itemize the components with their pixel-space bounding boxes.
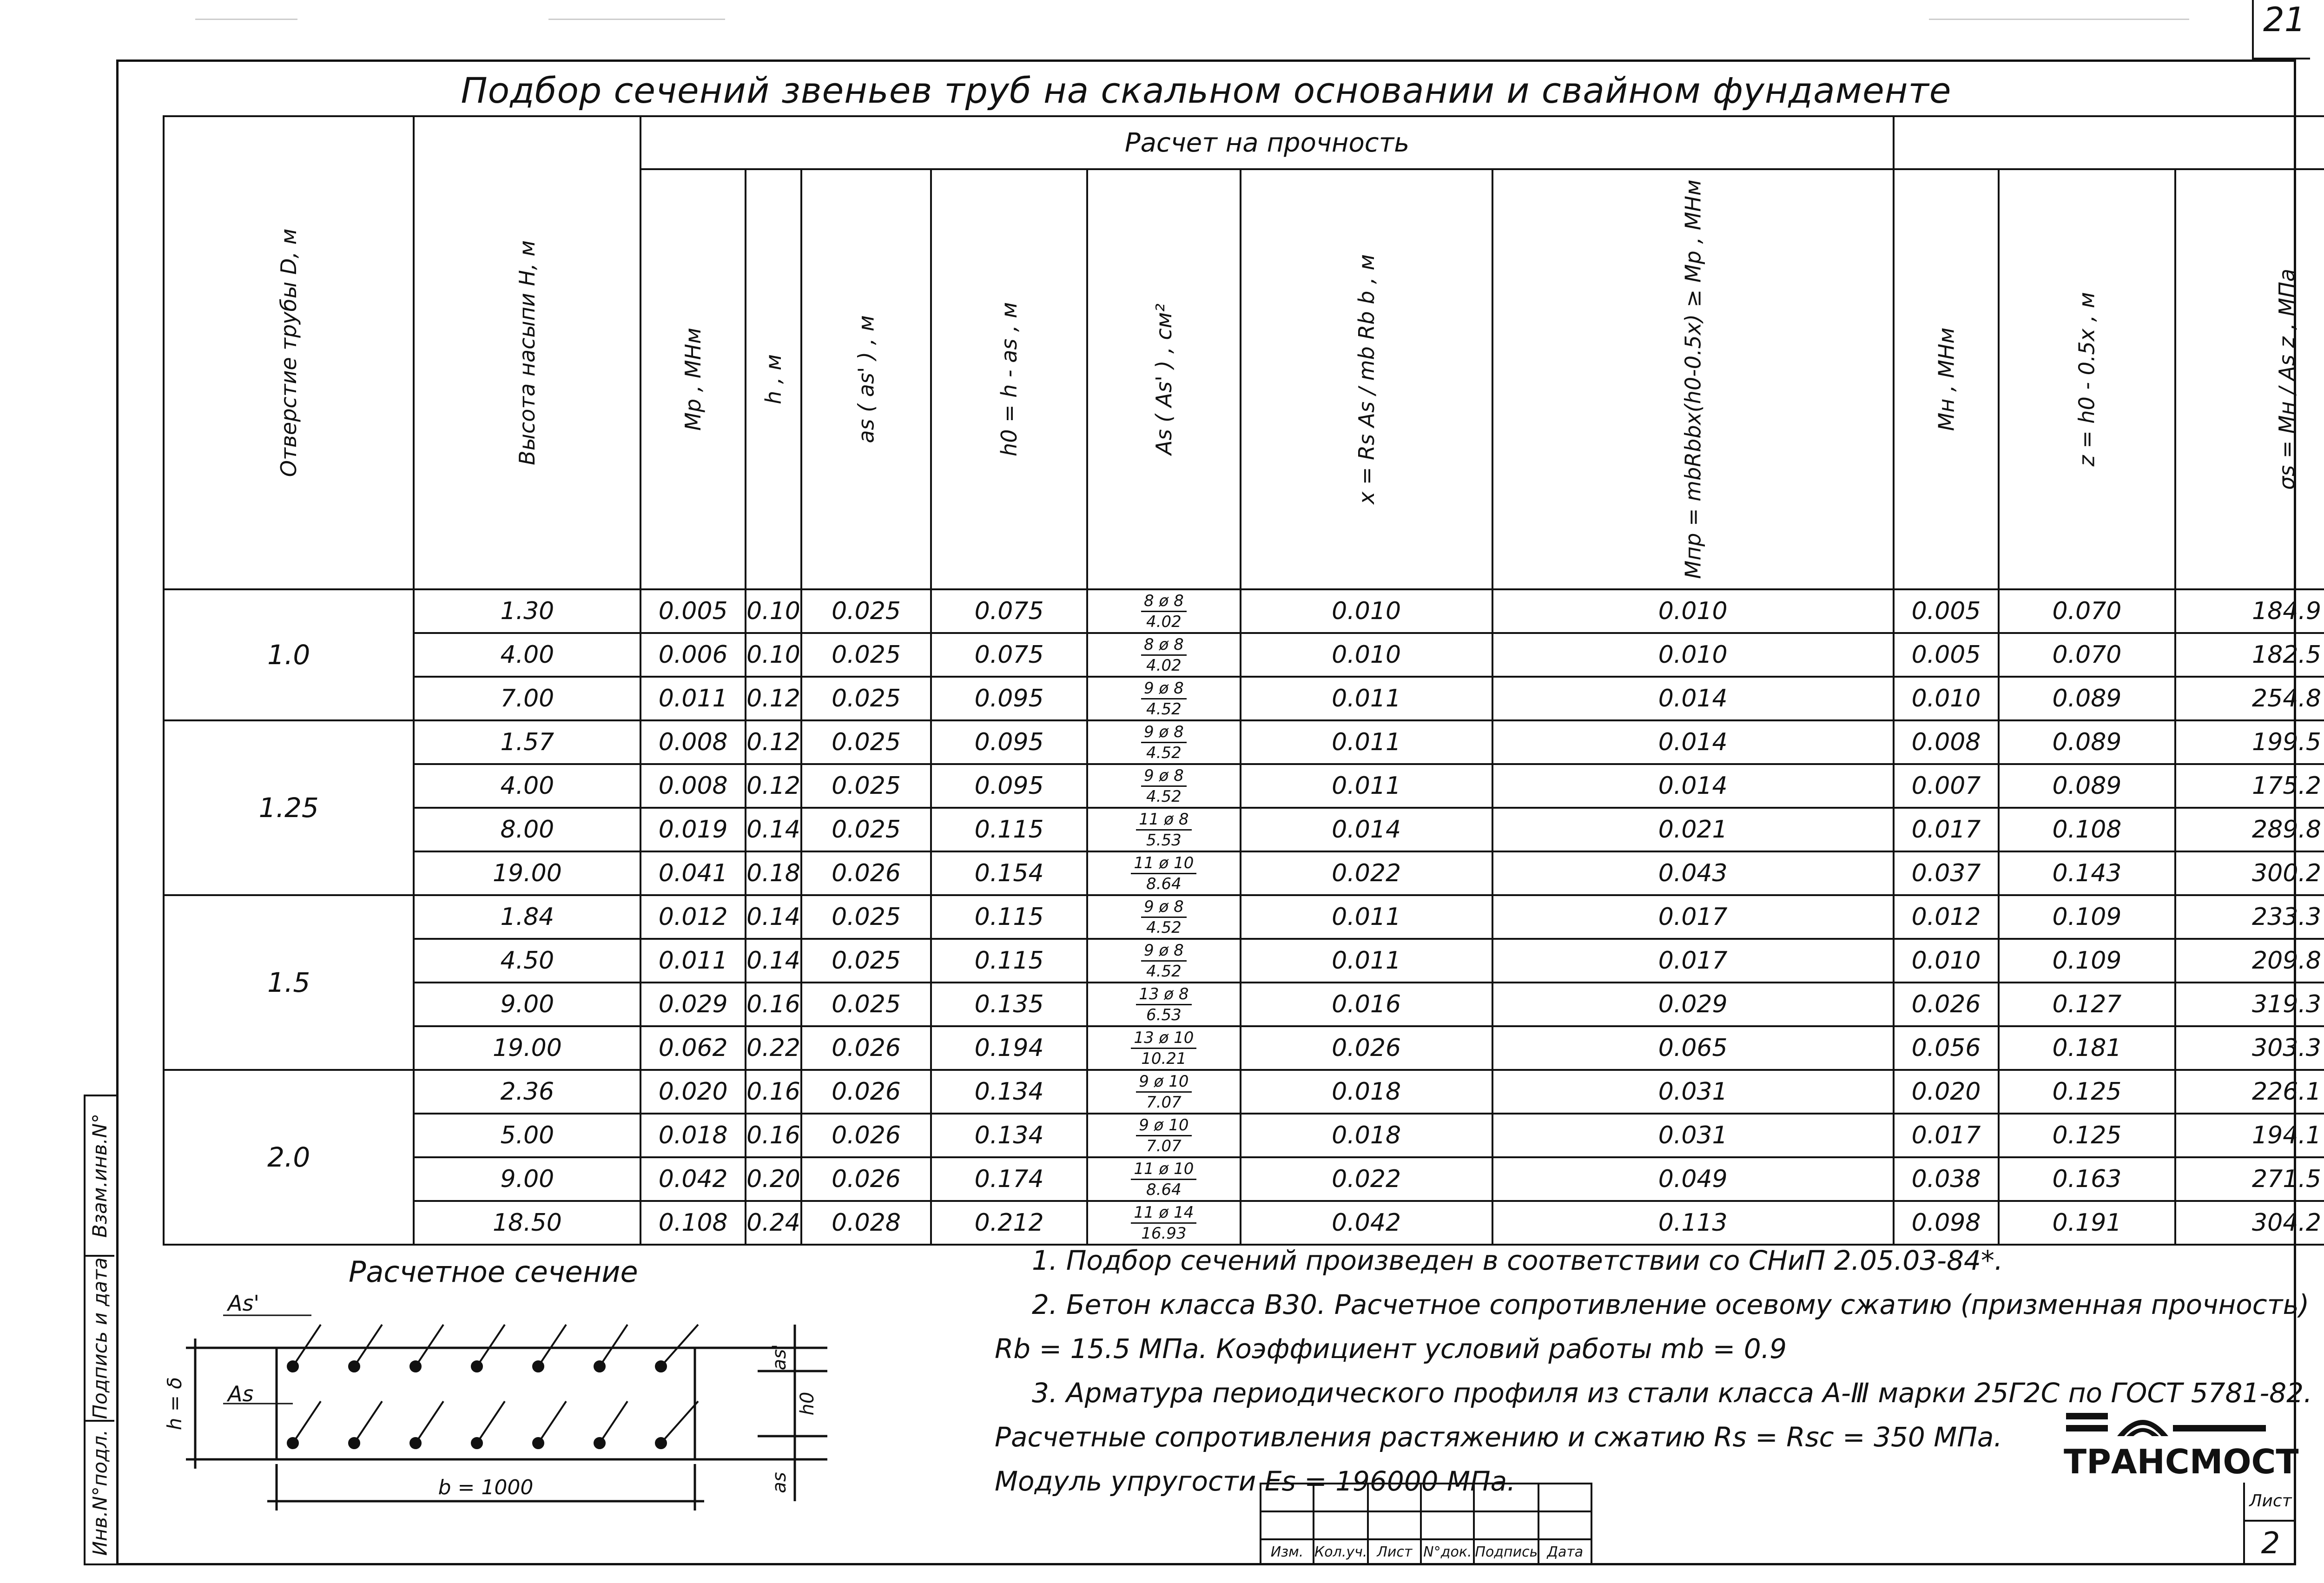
As-area: 4.52 bbox=[1146, 787, 1182, 806]
cell-x: 0.011 bbox=[1241, 895, 1492, 939]
rebar-dot bbox=[288, 1361, 298, 1372]
cell-x: 0.016 bbox=[1241, 983, 1492, 1026]
header-D: Отверстие трубы D, м bbox=[164, 116, 414, 589]
As-bars: 9 ø 8 bbox=[1141, 768, 1187, 787]
cell-As bbox=[1087, 808, 1241, 851]
cell-sigma: 226.1 bbox=[2175, 1070, 2324, 1114]
rebar-dot bbox=[349, 1361, 359, 1372]
cell-D: 2.0 bbox=[164, 1070, 414, 1245]
cell-z: 0.089 bbox=[1999, 764, 2175, 808]
cell-h: 0.12 bbox=[746, 677, 801, 720]
cell-sigma: 303.3 bbox=[2175, 1026, 2324, 1070]
rebar-dot bbox=[349, 1438, 359, 1448]
As-bars: 9 ø 10 bbox=[1136, 1117, 1191, 1136]
logo-text: ТРАНСМОСТ bbox=[2064, 1442, 2299, 1481]
stamp-label-date: Дата bbox=[1538, 1539, 1591, 1564]
cell-h: 0.24 bbox=[746, 1201, 801, 1245]
section-title: Расчетное сечение bbox=[349, 1255, 638, 1289]
cell-h: 0.16 bbox=[746, 1114, 801, 1157]
cell-As bbox=[1087, 1026, 1241, 1070]
section-drawing bbox=[153, 1291, 827, 1529]
cell-h0: 0.194 bbox=[931, 1026, 1087, 1070]
cell-h0: 0.212 bbox=[931, 1201, 1087, 1245]
cell-Mpr: 0.017 bbox=[1492, 939, 1894, 983]
side-label-vzam: Взам.инв.N° bbox=[86, 1096, 114, 1257]
As-area: 7.07 bbox=[1146, 1136, 1182, 1155]
cell-H: 9.00 bbox=[414, 983, 640, 1026]
cell-as: 0.025 bbox=[801, 677, 931, 720]
cell-h0: 0.135 bbox=[931, 983, 1087, 1026]
cell-as: 0.025 bbox=[801, 895, 931, 939]
cell-h0: 0.095 bbox=[931, 764, 1087, 808]
cell-Mn: 0.005 bbox=[1894, 633, 1999, 677]
cell-D: 1.0 bbox=[164, 589, 414, 720]
cell-Mp: 0.019 bbox=[640, 808, 746, 851]
cell-Mn: 0.005 bbox=[1894, 589, 1999, 633]
cell-x: 0.014 bbox=[1241, 808, 1492, 851]
cell-x: 0.011 bbox=[1241, 720, 1492, 764]
cell-As bbox=[1087, 1201, 1241, 1245]
sheet-value: 2 bbox=[2261, 1526, 2280, 1561]
rebar-dot bbox=[472, 1438, 482, 1448]
cell-h0: 0.095 bbox=[931, 720, 1087, 764]
note-2-cont: Rb = 15.5 МПа. Коэффициент условий работы mb = 0.9 bbox=[995, 1333, 1787, 1365]
As-bars: 11 ø 10 bbox=[1131, 1161, 1196, 1180]
As-area: 6.53 bbox=[1146, 1005, 1182, 1024]
cell-x: 0.042 bbox=[1241, 1201, 1492, 1245]
cell-Mp: 0.108 bbox=[640, 1201, 746, 1245]
cell-Mp: 0.008 bbox=[640, 764, 746, 808]
cell-x: 0.026 bbox=[1241, 1026, 1492, 1070]
cell-sigma: 254.8 bbox=[2175, 677, 2324, 720]
cell-h0: 0.134 bbox=[931, 1070, 1087, 1114]
rebar-hook bbox=[416, 1325, 443, 1366]
rebar-hook bbox=[538, 1325, 566, 1366]
cell-As bbox=[1087, 851, 1241, 895]
cell-h: 0.12 bbox=[746, 720, 801, 764]
cell-z: 0.089 bbox=[1999, 720, 2175, 764]
cell-Mn: 0.010 bbox=[1894, 677, 1999, 720]
cell-H: 8.00 bbox=[414, 808, 640, 851]
cell-x: 0.011 bbox=[1241, 764, 1492, 808]
cell-as: 0.025 bbox=[801, 633, 931, 677]
cell-Mp: 0.020 bbox=[640, 1070, 746, 1114]
table-row bbox=[164, 1157, 2324, 1201]
cell-Mp: 0.006 bbox=[640, 633, 746, 677]
cell-Mp: 0.012 bbox=[640, 895, 746, 939]
As-area: 4.02 bbox=[1146, 656, 1182, 675]
label-as-top: as' bbox=[769, 1344, 790, 1371]
page-title: Подбор сечений звеньев труб на скальном основании и свайном фундаменте bbox=[461, 70, 1952, 111]
As-bars: 8 ø 8 bbox=[1141, 593, 1187, 612]
cell-h0: 0.095 bbox=[931, 677, 1087, 720]
cell-as: 0.026 bbox=[801, 851, 931, 895]
cell-as: 0.025 bbox=[801, 983, 931, 1026]
scan-artifact-line bbox=[1929, 19, 2189, 20]
cell-Mpr: 0.010 bbox=[1492, 589, 1894, 633]
As-area: 4.52 bbox=[1146, 743, 1182, 762]
cell-Mp: 0.011 bbox=[640, 939, 746, 983]
section-outline bbox=[277, 1348, 695, 1459]
cell-H: 19.00 bbox=[414, 851, 640, 895]
cell-h: 0.22 bbox=[746, 1026, 801, 1070]
As-bars: 9 ø 10 bbox=[1136, 1074, 1191, 1093]
cell-Mn: 0.026 bbox=[1894, 983, 1999, 1026]
cell-Mn: 0.098 bbox=[1894, 1201, 1999, 1245]
table-row bbox=[164, 939, 2324, 983]
cell-x: 0.018 bbox=[1241, 1070, 1492, 1114]
cell-Mp: 0.005 bbox=[640, 589, 746, 633]
header-Mpr: Mпр = mbRbbx(h0-0.5x) ≥ Mp , МНм bbox=[1492, 169, 1894, 589]
cell-As bbox=[1087, 895, 1241, 939]
cell-sigma: 319.3 bbox=[2175, 983, 2324, 1026]
cell-as: 0.026 bbox=[801, 1114, 931, 1157]
cell-as: 0.025 bbox=[801, 720, 931, 764]
cell-z: 0.143 bbox=[1999, 851, 2175, 895]
cell-H: 7.00 bbox=[414, 677, 640, 720]
table-body bbox=[164, 589, 2324, 1245]
header-as: as ( as' ) , м bbox=[801, 169, 931, 589]
table-row bbox=[164, 720, 2324, 764]
corner-sheet-number: 21 bbox=[2252, 0, 2310, 59]
cell-Mn: 0.010 bbox=[1894, 939, 1999, 983]
bottom-rebar-group bbox=[288, 1401, 698, 1448]
As-area: 4.02 bbox=[1146, 612, 1182, 631]
cell-z: 0.181 bbox=[1999, 1026, 2175, 1070]
cell-As bbox=[1087, 633, 1241, 677]
cell-h: 0.16 bbox=[746, 1070, 801, 1114]
rebar-dot bbox=[533, 1361, 543, 1372]
cell-As bbox=[1087, 983, 1241, 1026]
As-area: 8.64 bbox=[1146, 874, 1182, 893]
cell-Mpr: 0.031 bbox=[1492, 1114, 1894, 1157]
note-3: 3. Арматура периодического профиля из стали класса А-Ⅲ марки 25Г2С по ГОСТ 5781-82. bbox=[1032, 1377, 2312, 1409]
As-bars: 8 ø 8 bbox=[1141, 637, 1187, 656]
rebar-dot bbox=[472, 1361, 482, 1372]
rebar-dot bbox=[288, 1438, 298, 1448]
cell-z: 0.125 bbox=[1999, 1070, 2175, 1114]
rebar-hook bbox=[600, 1401, 627, 1443]
sheet-label: Лист bbox=[2245, 1483, 2296, 1522]
As-bars: 13 ø 10 bbox=[1131, 1030, 1196, 1049]
cell-sigma: 271.5 bbox=[2175, 1157, 2324, 1201]
rebar-hook bbox=[661, 1325, 698, 1366]
cell-z: 0.163 bbox=[1999, 1157, 2175, 1201]
stamp-label-list: Лист bbox=[1368, 1539, 1421, 1564]
table-row bbox=[164, 1026, 2324, 1070]
cell-h0: 0.134 bbox=[931, 1114, 1087, 1157]
group-crack bbox=[1894, 116, 2324, 169]
rebar-hook bbox=[600, 1325, 627, 1366]
cell-z: 0.127 bbox=[1999, 983, 2175, 1026]
cell-h: 0.10 bbox=[746, 633, 801, 677]
stamp-label-izm: Изм. bbox=[1261, 1539, 1314, 1564]
label-As: As bbox=[228, 1381, 254, 1406]
header-H: Высота насыпи H, м bbox=[414, 116, 640, 589]
cell-sigma: 175.2 bbox=[2175, 764, 2324, 808]
cell-Mp: 0.041 bbox=[640, 851, 746, 895]
cell-Mpr: 0.021 bbox=[1492, 808, 1894, 851]
cell-h: 0.14 bbox=[746, 939, 801, 983]
rebar-dot bbox=[410, 1438, 421, 1448]
cell-H: 4.50 bbox=[414, 939, 640, 983]
cell-H: 1.57 bbox=[414, 720, 640, 764]
cell-h0: 0.174 bbox=[931, 1157, 1087, 1201]
cell-Mp: 0.011 bbox=[640, 677, 746, 720]
cell-sigma: 194.1 bbox=[2175, 1114, 2324, 1157]
table-row bbox=[164, 983, 2324, 1026]
header-x: x = Rs As / mb Rb b , м bbox=[1241, 169, 1492, 589]
cell-As bbox=[1087, 764, 1241, 808]
cell-Mn: 0.020 bbox=[1894, 1070, 1999, 1114]
cell-Mn: 0.056 bbox=[1894, 1026, 1999, 1070]
cell-z: 0.109 bbox=[1999, 895, 2175, 939]
cell-Mpr: 0.014 bbox=[1492, 677, 1894, 720]
cell-H: 1.84 bbox=[414, 895, 640, 939]
rebar-hook bbox=[354, 1325, 382, 1366]
cell-As bbox=[1087, 1157, 1241, 1201]
cell-h0: 0.115 bbox=[931, 939, 1087, 983]
calculation-table bbox=[163, 115, 2324, 1246]
cell-As bbox=[1087, 720, 1241, 764]
cell-Mn: 0.038 bbox=[1894, 1157, 1999, 1201]
cell-Mn: 0.008 bbox=[1894, 720, 1999, 764]
rebar-hook bbox=[293, 1401, 321, 1443]
As-bars: 9 ø 8 bbox=[1141, 724, 1187, 743]
rebar-dot bbox=[656, 1438, 666, 1448]
table-row bbox=[164, 851, 2324, 895]
cell-Mpr: 0.049 bbox=[1492, 1157, 1894, 1201]
cell-sigma: 184.9 bbox=[2175, 589, 2324, 633]
cell-Mp: 0.042 bbox=[640, 1157, 746, 1201]
header-Mp: Mp , МНм bbox=[640, 169, 746, 589]
header-As: As ( As' ) , см² bbox=[1087, 169, 1241, 589]
table-row bbox=[164, 808, 2324, 851]
table-row bbox=[164, 589, 2324, 633]
As-area: 4.52 bbox=[1146, 962, 1182, 981]
cell-H: 4.00 bbox=[414, 764, 640, 808]
side-label-inv: Инв.N°подл. bbox=[88, 1429, 112, 1556]
scan-artifact-line bbox=[548, 19, 725, 20]
table-row bbox=[164, 633, 2324, 677]
rebar-hook bbox=[354, 1401, 382, 1443]
label-h0: h0 bbox=[797, 1392, 818, 1416]
cell-Mp: 0.008 bbox=[640, 720, 746, 764]
side-label-signature: Подпись и дата bbox=[86, 1257, 114, 1422]
As-area: 4.52 bbox=[1146, 699, 1182, 719]
As-bars: 11 ø 10 bbox=[1131, 855, 1196, 874]
cell-h0: 0.115 bbox=[931, 895, 1087, 939]
cell-as: 0.025 bbox=[801, 939, 931, 983]
cell-D: 1.25 bbox=[164, 720, 414, 895]
As-area: 5.53 bbox=[1146, 831, 1182, 850]
sheet-box bbox=[2243, 1483, 2296, 1565]
note-3-cont2: Модуль упругости Es = 196000 МПа. bbox=[995, 1465, 1516, 1497]
cell-Mpr: 0.031 bbox=[1492, 1070, 1894, 1114]
cell-H: 1.30 bbox=[414, 589, 640, 633]
As-bars: 11 ø 14 bbox=[1131, 1205, 1196, 1224]
cell-sigma: 233.3 bbox=[2175, 895, 2324, 939]
cell-h: 0.14 bbox=[746, 895, 801, 939]
cell-sigma: 182.5 bbox=[2175, 633, 2324, 677]
rebar-dot bbox=[533, 1438, 543, 1448]
header-h0: h0 = h - as , м bbox=[931, 169, 1087, 589]
cell-Mp: 0.018 bbox=[640, 1114, 746, 1157]
cell-As bbox=[1087, 677, 1241, 720]
table-row bbox=[164, 764, 2324, 808]
cell-As bbox=[1087, 589, 1241, 633]
rebar-dot bbox=[656, 1361, 666, 1372]
cell-x: 0.022 bbox=[1241, 1157, 1492, 1201]
cell-z: 0.109 bbox=[1999, 939, 2175, 983]
note-3-cont: Расчетные сопротивления растяжению и сжатию Rs = Rsc = 350 МПа. bbox=[995, 1421, 2002, 1453]
As-area: 16.93 bbox=[1141, 1224, 1187, 1243]
cell-as: 0.026 bbox=[801, 1070, 931, 1114]
label-as-bot: as bbox=[769, 1472, 790, 1493]
As-bars: 9 ø 8 bbox=[1141, 943, 1187, 962]
cell-Mpr: 0.010 bbox=[1492, 633, 1894, 677]
As-bars: 11 ø 8 bbox=[1136, 811, 1191, 831]
cell-H: 4.00 bbox=[414, 633, 640, 677]
cell-sigma: 199.5 bbox=[2175, 720, 2324, 764]
cell-as: 0.025 bbox=[801, 764, 931, 808]
As-area: 7.07 bbox=[1146, 1093, 1182, 1112]
cell-as: 0.028 bbox=[801, 1201, 931, 1245]
cell-as: 0.026 bbox=[801, 1026, 931, 1070]
cell-D: 1.5 bbox=[164, 895, 414, 1070]
cell-as: 0.025 bbox=[801, 808, 931, 851]
cell-h: 0.20 bbox=[746, 1157, 801, 1201]
label-As-top: As' bbox=[228, 1291, 260, 1316]
As-bars: 9 ø 8 bbox=[1141, 680, 1187, 699]
cell-h: 0.14 bbox=[746, 808, 801, 851]
cell-Mpr: 0.043 bbox=[1492, 851, 1894, 895]
label-b: b = 1000 bbox=[438, 1476, 534, 1499]
header-sigma: σs = Mн / As z , МПа bbox=[2175, 169, 2324, 589]
cell-z: 0.070 bbox=[1999, 589, 2175, 633]
cell-Mpr: 0.029 bbox=[1492, 983, 1894, 1026]
cell-x: 0.022 bbox=[1241, 851, 1492, 895]
cell-Mn: 0.017 bbox=[1894, 808, 1999, 851]
cell-h: 0.18 bbox=[746, 851, 801, 895]
group-strength: Расчет на прочность bbox=[640, 116, 1893, 169]
cell-sigma: 304.2 bbox=[2175, 1201, 2324, 1245]
cell-z: 0.070 bbox=[1999, 633, 2175, 677]
side-signature-strip bbox=[84, 1095, 116, 1565]
As-bars: 9 ø 8 bbox=[1141, 899, 1187, 918]
cell-H: 2.36 bbox=[414, 1070, 640, 1114]
cell-z: 0.089 bbox=[1999, 677, 2175, 720]
cell-sigma: 300.2 bbox=[2175, 851, 2324, 895]
cell-sigma: 209.8 bbox=[2175, 939, 2324, 983]
cell-as: 0.025 bbox=[801, 589, 931, 633]
cell-as: 0.026 bbox=[801, 1157, 931, 1201]
cell-H: 18.50 bbox=[414, 1201, 640, 1245]
cell-Mn: 0.007 bbox=[1894, 764, 1999, 808]
rebar-hook bbox=[416, 1401, 443, 1443]
cell-x: 0.018 bbox=[1241, 1114, 1492, 1157]
rebar-dot bbox=[594, 1438, 605, 1448]
table-row bbox=[164, 677, 2324, 720]
cell-Mn: 0.012 bbox=[1894, 895, 1999, 939]
cell-Mn: 0.017 bbox=[1894, 1114, 1999, 1157]
stamp-label-ndok: N°док. bbox=[1421, 1539, 1474, 1564]
header-h: h , м bbox=[746, 169, 801, 589]
scan-artifact-line bbox=[195, 19, 297, 20]
stamp-label-kolch: Кол.уч. bbox=[1314, 1539, 1368, 1564]
cell-Mpr: 0.017 bbox=[1492, 895, 1894, 939]
cell-h0: 0.075 bbox=[931, 633, 1087, 677]
rebar-dot bbox=[410, 1361, 421, 1372]
cell-h: 0.16 bbox=[746, 983, 801, 1026]
cell-Mpr: 0.014 bbox=[1492, 764, 1894, 808]
transmost-logo bbox=[2057, 1404, 2299, 1483]
As-bars: 13 ø 8 bbox=[1136, 986, 1191, 1005]
cell-Mpr: 0.113 bbox=[1492, 1201, 1894, 1245]
table-row bbox=[164, 1201, 2324, 1245]
header-z: z = h0 - 0.5x , м bbox=[1999, 169, 2175, 589]
cell-h0: 0.075 bbox=[931, 589, 1087, 633]
rebar-hook bbox=[538, 1401, 566, 1443]
table-row bbox=[164, 1070, 2324, 1114]
cell-Mp: 0.029 bbox=[640, 983, 746, 1026]
cell-H: 5.00 bbox=[414, 1114, 640, 1157]
rebar-hook bbox=[477, 1401, 505, 1443]
label-h: h = δ bbox=[163, 1377, 186, 1431]
cell-h: 0.10 bbox=[746, 589, 801, 633]
rebar-hook bbox=[293, 1325, 321, 1366]
rebar-dot bbox=[594, 1361, 605, 1372]
cell-As bbox=[1087, 1070, 1241, 1114]
cell-x: 0.011 bbox=[1241, 677, 1492, 720]
cell-Mpr: 0.065 bbox=[1492, 1026, 1894, 1070]
cell-z: 0.108 bbox=[1999, 808, 2175, 851]
cell-z: 0.191 bbox=[1999, 1201, 2175, 1245]
cell-Mp: 0.062 bbox=[640, 1026, 746, 1070]
cell-x: 0.010 bbox=[1241, 633, 1492, 677]
title-block bbox=[1260, 1483, 2296, 1565]
As-area: 4.52 bbox=[1146, 918, 1182, 937]
stamp-grid bbox=[1260, 1483, 1592, 1565]
header-Mn: Mн , МНм bbox=[1894, 169, 1999, 589]
cell-As bbox=[1087, 939, 1241, 983]
cell-H: 19.00 bbox=[414, 1026, 640, 1070]
stamp-label-signature: Подпись bbox=[1474, 1539, 1538, 1564]
cell-h: 0.12 bbox=[746, 764, 801, 808]
cell-Mn: 0.037 bbox=[1894, 851, 1999, 895]
cell-z: 0.125 bbox=[1999, 1114, 2175, 1157]
rebar-hook bbox=[477, 1325, 505, 1366]
As-area: 8.64 bbox=[1146, 1180, 1182, 1199]
As-area: 10.21 bbox=[1141, 1049, 1187, 1068]
cell-x: 0.011 bbox=[1241, 939, 1492, 983]
note-1: 1. Подбор сечений произведен в соответствии со СНиП 2.05.03-84*. bbox=[1032, 1245, 2003, 1276]
rebar-hook bbox=[661, 1401, 698, 1443]
cell-x: 0.010 bbox=[1241, 589, 1492, 633]
cell-h0: 0.115 bbox=[931, 808, 1087, 851]
cell-sigma: 289.8 bbox=[2175, 808, 2324, 851]
cell-As bbox=[1087, 1114, 1241, 1157]
note-2: 2. Бетон класса В30. Расчетное сопротивление осевому сжатию (призменная прочность) bbox=[1032, 1289, 2310, 1320]
table-row bbox=[164, 895, 2324, 939]
cell-H: 9.00 bbox=[414, 1157, 640, 1201]
cell-h0: 0.154 bbox=[931, 851, 1087, 895]
cell-Mpr: 0.014 bbox=[1492, 720, 1894, 764]
table-row bbox=[164, 1114, 2324, 1157]
